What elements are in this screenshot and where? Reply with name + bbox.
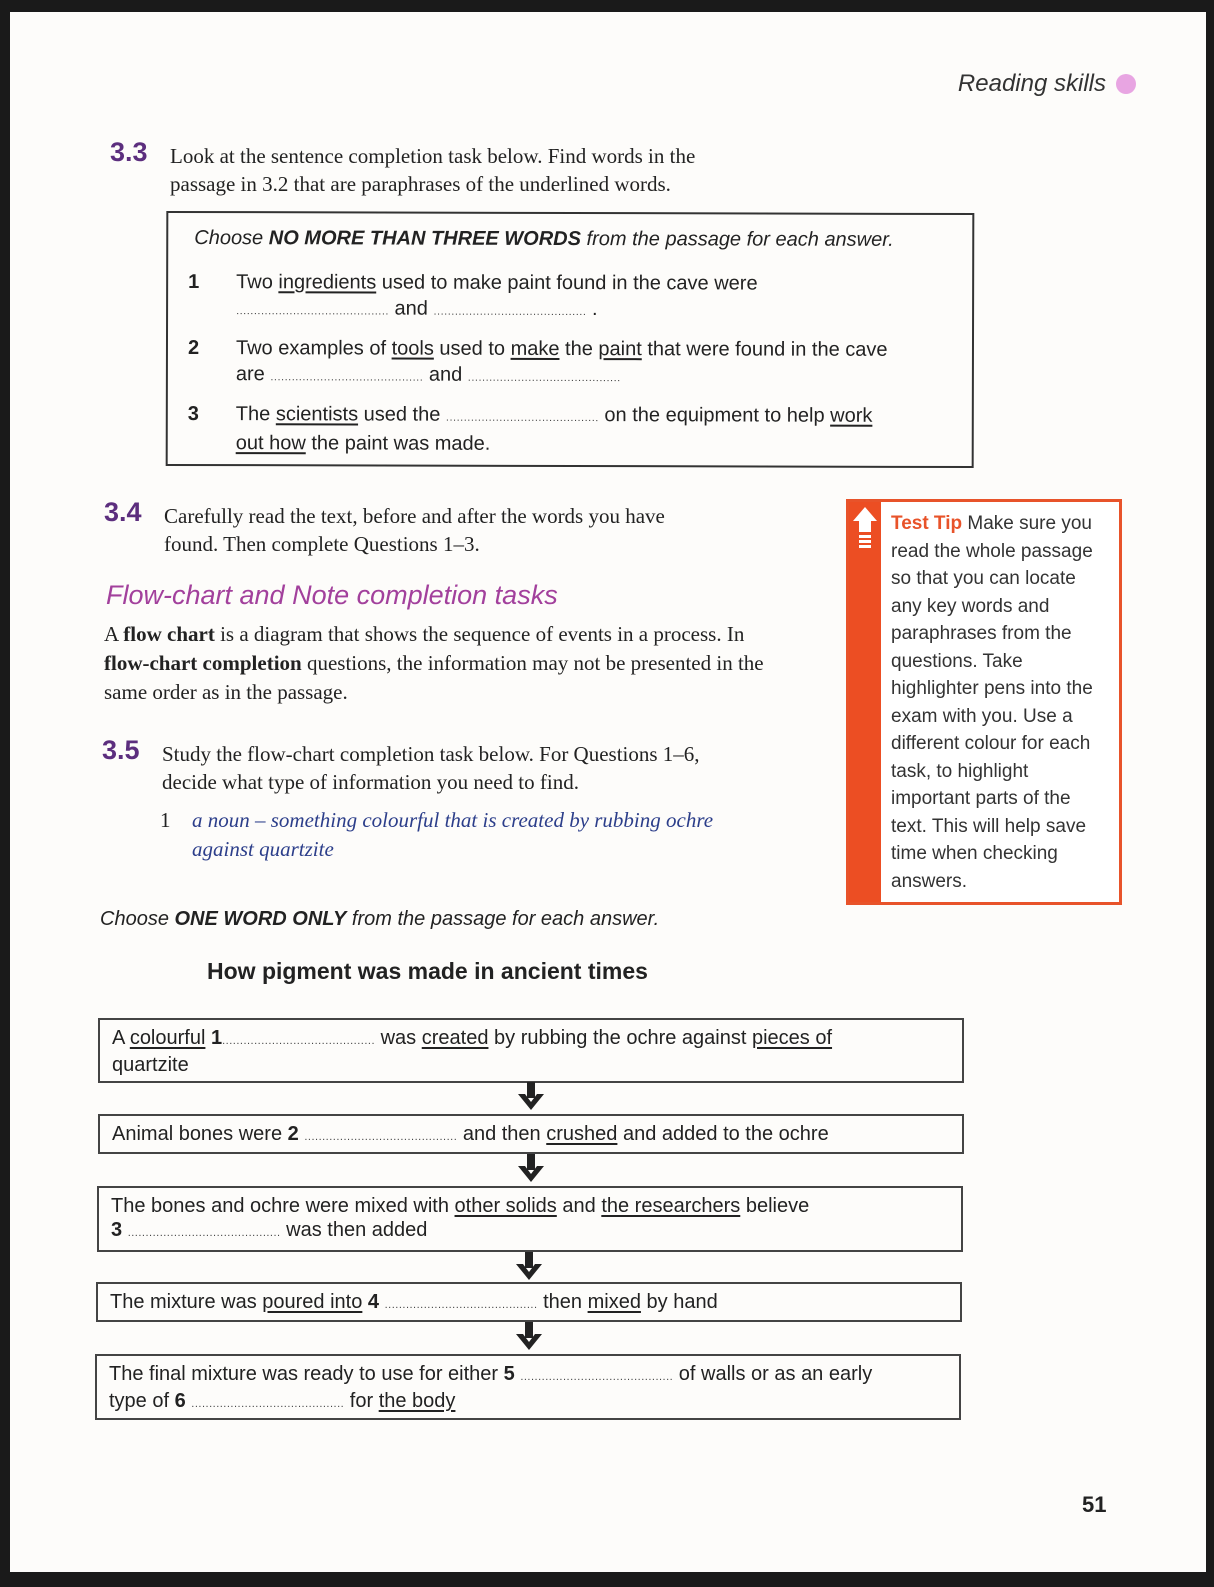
tip-text: Test Tip Make sure you read the whole passage so that you can locate any key words and paraphrases from the questions. Take highlighter pens into the exam with you. Use a different colour for each task, to highlight important parts of the text. This will help save time when checking answers.: [891, 513, 1093, 892]
answer-blank[interactable]: ...........................................: [236, 305, 390, 318]
answer-blank[interactable]: ...........................................: [304, 1131, 458, 1143]
task-instruction: Choose NO MORE THAN THREE WORDS from the passage for each answer.: [194, 227, 894, 251]
tip-title: Test Tip: [891, 513, 963, 534]
answer-blank[interactable]: ...........................................: [270, 371, 424, 384]
flow-step-4: The mixture was poured into 4 ........................................... then mixed by hand: [96, 1282, 962, 1322]
question-1: 1 Two ingredients used to make paint found in the cave were ........................................... and ........................................... .: [188, 271, 758, 321]
answer-blank[interactable]: ...........................................: [127, 1227, 281, 1239]
flow-step-2: Animal bones were 2 ........................................... and then crushed and added to the ochre: [98, 1114, 964, 1154]
flow-step-3: The bones and ochre were mixed with other solids and the researchers believe 3 ........................................... was then added: [97, 1186, 963, 1252]
answer-blank[interactable]: ...........................................: [433, 305, 587, 319]
exercise-number: 3.3: [110, 137, 148, 167]
handwritten-answer: 1 a noun – something colourful that is created by rubbing ochre against quartzite: [160, 808, 714, 861]
page-header: [958, 70, 1136, 98]
exercise-3-3: [110, 137, 830, 198]
sentence-completion-box: [166, 211, 975, 468]
page-number: 51: [1082, 1492, 1107, 1517]
down-arrow-icon: [513, 1250, 545, 1282]
answer-blank[interactable]: ...........................................: [520, 1371, 674, 1383]
answer-blank[interactable]: ...........................................: [467, 371, 621, 385]
section-dot-icon: [1116, 74, 1136, 94]
exercise-instruction: Carefully read the text, before and after the words you have found. Then complete Questions 1–3.: [164, 504, 665, 556]
up-arrow-icon: [852, 506, 878, 550]
exercise-number: 3.5: [102, 735, 140, 765]
question-3: 3 The scientists used the ........................................... on the equipment to help work out how the paint was made.: [187, 402, 873, 455]
intro-paragraph: A flow chart is a diagram that shows the sequence of events in a process. In flow-chart completion questions, the information may not be presented in the same order as in the passage.: [104, 622, 764, 704]
answer-blank[interactable]: ...........................................: [191, 1398, 345, 1410]
textbook-page: [10, 12, 1206, 1572]
down-arrow-icon: [513, 1320, 545, 1352]
section-title: Reading skills: [957, 70, 1106, 97]
exercise-3-4: [104, 497, 824, 558]
down-arrow-icon: [515, 1080, 547, 1112]
exercise-instruction: Look at the sentence completion task below. Find words in the passage in 3.2 that are paraphrases of the underlined words.: [170, 144, 696, 196]
exercise-number: 3.4: [104, 497, 142, 527]
flow-chart-title: How pigment was made in ancient times: [207, 958, 648, 984]
exercise-instruction: Study the flow-chart completion task below. For Questions 1–6, decide what type of information you need to find.: [162, 742, 700, 794]
question-2: 2 Two examples of tools used to make the paint that were found in the cave are ........................................... and ...........................................: [187, 336, 888, 386]
down-arrow-icon: [515, 1152, 547, 1184]
flow-step-5: The final mixture was ready to use for either 5 ........................................... of walls or as an early type of 6 ........................................... for the body: [95, 1354, 961, 1420]
tip-sidebar: [849, 502, 881, 902]
answer-blank[interactable]: ...........................................: [445, 411, 599, 425]
flow-step-1: A colourful 1........................................... was created by rubbing the ochre against pieces of quartzite: [98, 1018, 964, 1083]
section-subheading: Flow-chart and Note completion tasks: [106, 580, 558, 610]
test-tip-box: [846, 499, 1122, 905]
answer-blank[interactable]: ...........................................: [384, 1299, 538, 1311]
exercise-3-5: [102, 735, 822, 796]
flow-instruction: Choose ONE WORD ONLY from the passage for each answer.: [100, 908, 660, 930]
answer-blank[interactable]: ...........................................: [222, 1035, 376, 1047]
